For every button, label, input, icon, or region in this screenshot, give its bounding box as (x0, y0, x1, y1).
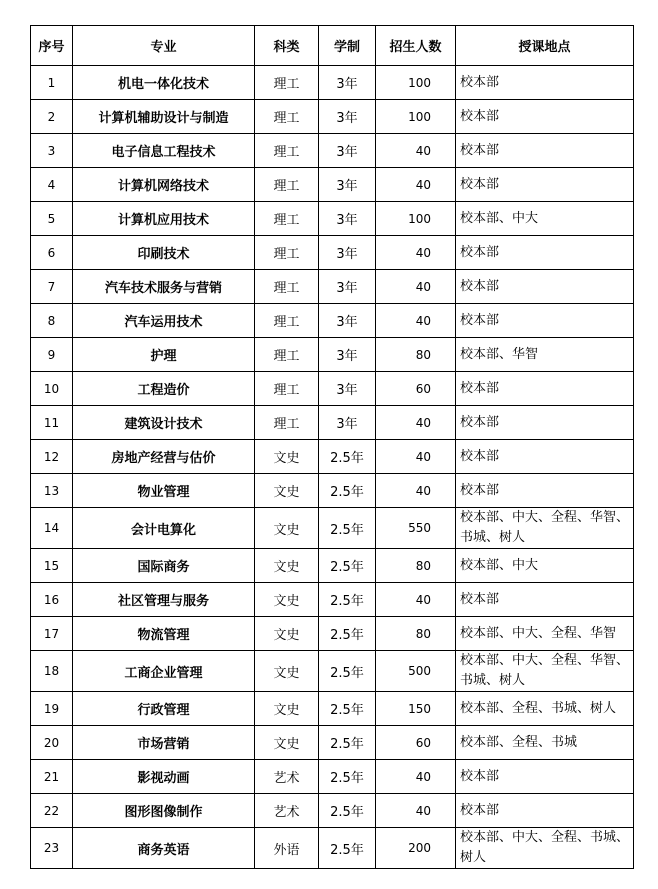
table-row (31, 100, 634, 134)
cell-enrollment: 80 (376, 338, 456, 372)
cell-enrollment: 40 (376, 440, 456, 474)
cell-major: 计算机辅助设计与制造 (73, 100, 255, 134)
cell-seq: 14 (31, 508, 73, 549)
cell-category: 文史 (255, 474, 319, 508)
cell-duration: 2.5年 (319, 440, 376, 474)
cell-category: 理工 (255, 66, 319, 100)
cell-major: 图形图像制作 (73, 794, 255, 828)
cell-major: 房地产经营与估价 (73, 440, 255, 474)
cell-enrollment: 100 (376, 100, 456, 134)
cell-major: 计算机网络技术 (73, 168, 255, 202)
cell-duration: 3年 (319, 202, 376, 236)
table-row (31, 168, 634, 202)
cell-category: 理工 (255, 168, 319, 202)
cell-location: 校本部 (456, 134, 634, 168)
cell-enrollment: 100 (376, 202, 456, 236)
table-row (31, 202, 634, 236)
cell-category: 文史 (255, 651, 319, 692)
cell-location: 校本部 (456, 440, 634, 474)
table-header-row (31, 26, 634, 66)
table-row (31, 134, 634, 168)
cell-enrollment: 40 (376, 270, 456, 304)
table-row (31, 406, 634, 440)
cell-duration: 3年 (319, 134, 376, 168)
cell-seq: 20 (31, 726, 73, 760)
cell-category: 文史 (255, 549, 319, 583)
cell-duration: 3年 (319, 338, 376, 372)
cell-duration: 2.5年 (319, 651, 376, 692)
cell-enrollment: 100 (376, 66, 456, 100)
cell-seq: 2 (31, 100, 73, 134)
table-row (31, 236, 634, 270)
cell-enrollment: 60 (376, 372, 456, 406)
cell-category: 文史 (255, 726, 319, 760)
cell-enrollment: 550 (376, 508, 456, 549)
cell-enrollment: 40 (376, 168, 456, 202)
cell-category: 艺术 (255, 760, 319, 794)
table-row (31, 372, 634, 406)
cell-major: 社区管理与服务 (73, 583, 255, 617)
table-row (31, 760, 634, 794)
cell-location: 校本部 (456, 270, 634, 304)
table-row (31, 794, 634, 828)
cell-seq: 3 (31, 134, 73, 168)
cell-enrollment: 40 (376, 760, 456, 794)
cell-location: 校本部 (456, 100, 634, 134)
cell-category: 文史 (255, 692, 319, 726)
table-row (31, 508, 634, 549)
cell-major: 会计电算化 (73, 508, 255, 549)
cell-enrollment: 40 (376, 134, 456, 168)
cell-duration: 3年 (319, 236, 376, 270)
cell-major: 物业管理 (73, 474, 255, 508)
cell-enrollment: 40 (376, 304, 456, 338)
cell-category: 文史 (255, 583, 319, 617)
cell-location: 校本部、中大 (456, 202, 634, 236)
table-row (31, 617, 634, 651)
cell-location: 校本部、华智 (456, 338, 634, 372)
cell-major: 护理 (73, 338, 255, 372)
cell-enrollment: 40 (376, 583, 456, 617)
cell-location: 校本部 (456, 304, 634, 338)
cell-enrollment: 500 (376, 651, 456, 692)
cell-category: 理工 (255, 236, 319, 270)
cell-major: 物流管理 (73, 617, 255, 651)
cell-location: 校本部 (456, 66, 634, 100)
cell-location: 校本部 (456, 794, 634, 828)
cell-seq: 6 (31, 236, 73, 270)
cell-enrollment: 40 (376, 406, 456, 440)
cell-location: 校本部 (456, 168, 634, 202)
cell-enrollment: 40 (376, 474, 456, 508)
cell-enrollment: 80 (376, 617, 456, 651)
cell-major: 行政管理 (73, 692, 255, 726)
cell-location: 校本部、中大 (456, 549, 634, 583)
cell-major: 商务英语 (73, 828, 255, 869)
cell-seq: 7 (31, 270, 73, 304)
cell-seq: 15 (31, 549, 73, 583)
cell-seq: 12 (31, 440, 73, 474)
cell-seq: 4 (31, 168, 73, 202)
table-row (31, 66, 634, 100)
cell-seq: 9 (31, 338, 73, 372)
cell-seq: 17 (31, 617, 73, 651)
cell-duration: 2.5年 (319, 617, 376, 651)
cell-location: 校本部 (456, 406, 634, 440)
cell-location: 校本部 (456, 760, 634, 794)
cell-major: 电子信息工程技术 (73, 134, 255, 168)
cell-duration: 2.5年 (319, 474, 376, 508)
cell-location: 校本部、全程、书城、树人 (456, 692, 634, 726)
cell-enrollment: 80 (376, 549, 456, 583)
cell-category: 理工 (255, 372, 319, 406)
cell-enrollment: 40 (376, 794, 456, 828)
table-row (31, 726, 634, 760)
header-enrollment: 招生人数 (376, 26, 456, 66)
cell-major: 印刷技术 (73, 236, 255, 270)
cell-seq: 8 (31, 304, 73, 338)
cell-location: 校本部、中大、全程、华智 (456, 617, 634, 651)
cell-enrollment: 200 (376, 828, 456, 869)
cell-seq: 22 (31, 794, 73, 828)
cell-category: 理工 (255, 406, 319, 440)
cell-location: 校本部、中大、全程、华智、书城、树人 (456, 508, 634, 549)
cell-major: 汽车运用技术 (73, 304, 255, 338)
cell-duration: 3年 (319, 66, 376, 100)
table-row (31, 474, 634, 508)
cell-category: 理工 (255, 338, 319, 372)
cell-category: 理工 (255, 304, 319, 338)
cell-major: 建筑设计技术 (73, 406, 255, 440)
cell-major: 国际商务 (73, 549, 255, 583)
table-row (31, 651, 634, 692)
cell-location: 校本部、全程、书城 (456, 726, 634, 760)
cell-major: 市场营销 (73, 726, 255, 760)
table-row (31, 583, 634, 617)
table-row (31, 549, 634, 583)
cell-duration: 3年 (319, 372, 376, 406)
cell-seq: 13 (31, 474, 73, 508)
cell-category: 理工 (255, 134, 319, 168)
table-body (31, 66, 634, 869)
cell-seq: 1 (31, 66, 73, 100)
cell-major: 计算机应用技术 (73, 202, 255, 236)
cell-duration: 2.5年 (319, 692, 376, 726)
cell-location: 校本部 (456, 474, 634, 508)
cell-seq: 19 (31, 692, 73, 726)
cell-seq: 5 (31, 202, 73, 236)
cell-category: 文史 (255, 440, 319, 474)
cell-major: 机电一体化技术 (73, 66, 255, 100)
cell-seq: 10 (31, 372, 73, 406)
cell-enrollment: 60 (376, 726, 456, 760)
cell-location: 校本部 (456, 372, 634, 406)
cell-duration: 2.5年 (319, 726, 376, 760)
cell-duration: 3年 (319, 406, 376, 440)
header-category: 科类 (255, 26, 319, 66)
cell-seq: 23 (31, 828, 73, 869)
table-row (31, 828, 634, 869)
header-duration: 学制 (319, 26, 376, 66)
cell-duration: 2.5年 (319, 549, 376, 583)
header-seq: 序号 (31, 26, 73, 66)
cell-location: 校本部 (456, 583, 634, 617)
cell-category: 理工 (255, 270, 319, 304)
cell-category: 艺术 (255, 794, 319, 828)
cell-duration: 3年 (319, 304, 376, 338)
cell-major: 工程造价 (73, 372, 255, 406)
header-location: 授课地点 (456, 26, 634, 66)
cell-duration: 3年 (319, 270, 376, 304)
cell-location: 校本部、中大、全程、华智、书城、树人 (456, 651, 634, 692)
table-row (31, 338, 634, 372)
cell-seq: 11 (31, 406, 73, 440)
cell-major: 汽车技术服务与营销 (73, 270, 255, 304)
cell-seq: 18 (31, 651, 73, 692)
cell-seq: 16 (31, 583, 73, 617)
cell-category: 理工 (255, 202, 319, 236)
cell-location: 校本部、中大、全程、书城、树人 (456, 828, 634, 869)
cell-enrollment: 150 (376, 692, 456, 726)
table-row (31, 270, 634, 304)
cell-major: 影视动画 (73, 760, 255, 794)
table-row (31, 440, 634, 474)
enrollment-table (30, 25, 634, 869)
cell-duration: 2.5年 (319, 583, 376, 617)
cell-category: 文史 (255, 617, 319, 651)
cell-category: 文史 (255, 508, 319, 549)
header-major: 专业 (73, 26, 255, 66)
table-row (31, 692, 634, 726)
cell-duration: 2.5年 (319, 508, 376, 549)
cell-duration: 2.5年 (319, 760, 376, 794)
cell-duration: 3年 (319, 100, 376, 134)
cell-category: 外语 (255, 828, 319, 869)
cell-major: 工商企业管理 (73, 651, 255, 692)
cell-location: 校本部 (456, 236, 634, 270)
cell-category: 理工 (255, 100, 319, 134)
cell-duration: 2.5年 (319, 828, 376, 869)
cell-duration: 2.5年 (319, 794, 376, 828)
cell-enrollment: 40 (376, 236, 456, 270)
table-row (31, 304, 634, 338)
cell-duration: 3年 (319, 168, 376, 202)
cell-seq: 21 (31, 760, 73, 794)
